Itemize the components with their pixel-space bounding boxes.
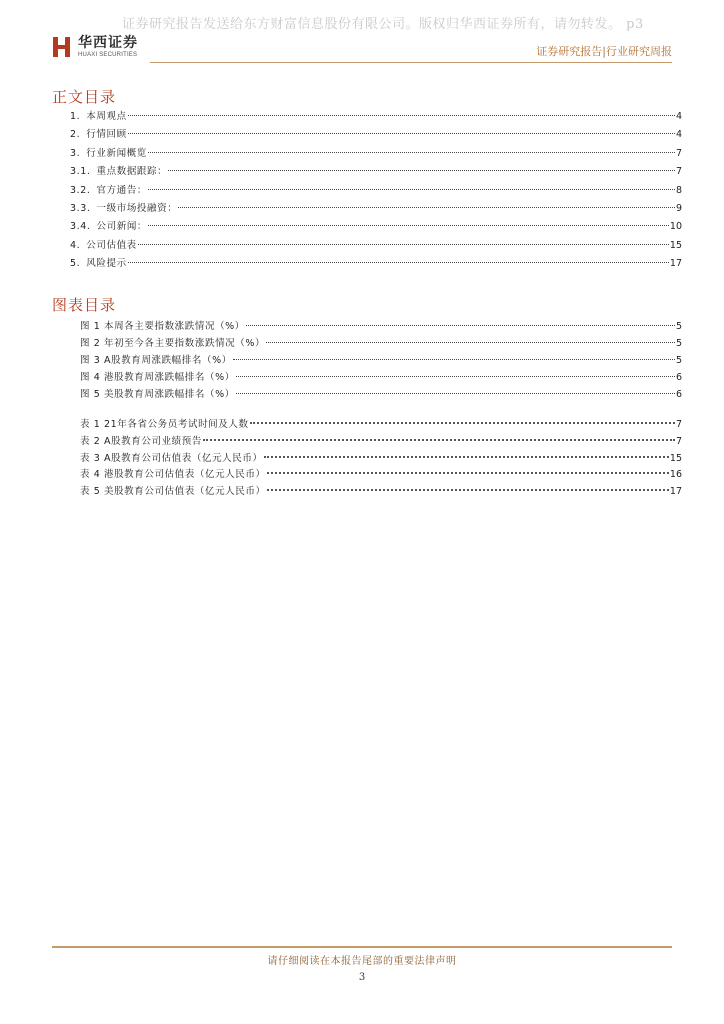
toc-entry-page: 7 (675, 166, 682, 178)
toc-entry-text: 表 1 21年各省公务员考试时间及人数 (80, 419, 249, 430)
toc-entry-number: 1. (70, 111, 81, 122)
dot-leader (264, 456, 669, 458)
contents-title: 正文目录 (52, 88, 117, 106)
toc-entry[interactable] (70, 145, 682, 163)
toc-entry[interactable] (80, 369, 682, 386)
dot-leader (128, 133, 675, 134)
toc-entry-label (80, 352, 232, 366)
logo-name-en: HUAXI SECURITIES (78, 52, 138, 58)
toc-entry[interactable] (80, 318, 682, 335)
toc-entry-page: 17 (669, 486, 682, 498)
toc-entry[interactable] (80, 483, 682, 500)
toc-entry-number: 5. (70, 258, 81, 270)
toc-entry-label (80, 483, 266, 497)
toc-entry-page: 5 (675, 355, 682, 366)
dot-leader (203, 439, 675, 441)
toc-entry[interactable] (70, 182, 682, 200)
toc-entry-page: 7 (675, 147, 682, 159)
company-logo (52, 35, 138, 59)
toc-entry-label (70, 218, 147, 232)
toc-entry-page: 5 (675, 338, 682, 349)
toc-entry-text: 图 1 本周各主要指数涨跌情况（%） (80, 321, 245, 332)
toc-entry[interactable] (80, 386, 682, 403)
toc-entry-text: 表 5 美股教育公司估值表（亿元人民币） (80, 486, 266, 498)
toc-entry-label (70, 237, 137, 251)
toc-entry-number: 3.1. (70, 166, 91, 178)
toc-entry-text: 官方通告： (96, 184, 148, 196)
toc-entry-page: 4 (675, 111, 682, 122)
page-number: 3 (358, 972, 366, 983)
figures-list (80, 318, 682, 403)
toc-entry-text: 行情回顾 (86, 129, 127, 141)
toc-entry-page: 8 (675, 184, 682, 196)
dot-leader (236, 376, 675, 377)
toc-entry-label (70, 163, 167, 177)
toc-entry[interactable] (80, 466, 682, 483)
dot-leader (236, 393, 675, 394)
toc-entry-label (70, 108, 127, 122)
toc-entry[interactable] (80, 352, 682, 369)
toc-entry-page: 10 (669, 221, 682, 233)
toc-entry[interactable] (80, 335, 682, 352)
toc-entry-text: 公司新闻： (96, 221, 148, 233)
toc-entry-text: 本周观点 (86, 111, 127, 122)
toc-entry-label (80, 318, 245, 332)
toc-entry-label (70, 200, 177, 214)
toc-entry-text: 图 4 港股教育周涨跌幅排名（%） (80, 372, 235, 383)
toc-entry[interactable] (70, 237, 682, 255)
dot-leader (148, 225, 669, 226)
toc-entry-text: 图 2 年初至今各主要指数涨跌情况（%） (80, 338, 266, 349)
toc-entry-number: 3.3. (70, 202, 91, 214)
toc-entry[interactable] (70, 163, 682, 181)
toc-entry-text: 图 3 A股教育周涨跌幅排名（%） (80, 355, 232, 366)
legal-notice: 请仔细阅读在本报告尾部的重要法律声明 (267, 956, 457, 967)
toc-entry-label (80, 433, 202, 447)
toc-entry-label (80, 466, 266, 480)
toc-entry-text: 公司估值表 (86, 239, 137, 251)
toc-entry[interactable] (80, 450, 682, 467)
toc-entry[interactable] (70, 218, 682, 236)
charts-title: 图表目录 (52, 296, 117, 314)
toc-entry-page: 17 (669, 258, 682, 270)
dot-leader (168, 170, 675, 171)
toc-entry-page: 9 (675, 202, 682, 214)
dot-leader (250, 422, 675, 424)
toc-entry-text: 表 3 A股教育公司估值表（亿元人民币） (80, 452, 263, 464)
toc-entry-page: 15 (669, 452, 682, 464)
toc-entry-number: 3.2. (70, 184, 91, 196)
toc-entry-number: 4. (70, 239, 81, 251)
toc-entry-label (70, 126, 127, 140)
toc-entry-text: 重点数据跟踪： (96, 166, 168, 178)
toc-entry-text: 表 4 港股教育公司估值表（亿元人民币） (80, 469, 266, 481)
toc-entry-number: 3. (70, 147, 81, 159)
toc-entry-page: 7 (675, 419, 682, 430)
dot-leader (148, 189, 675, 190)
toc-entry[interactable] (70, 255, 682, 273)
toc-entry-text: 图 5 美股教育周涨跌幅排名（%） (80, 389, 235, 400)
toc-entry-number: 2. (70, 129, 81, 141)
tables-list (80, 416, 682, 500)
toc-entry-text: 风险提示 (86, 258, 127, 270)
toc-entry-label (70, 145, 147, 159)
toc-entry[interactable] (70, 126, 682, 144)
dot-leader (128, 115, 675, 116)
dot-leader (233, 359, 675, 360)
watermark-text: 证券研究报告发送给东方财富信息股份有限公司。版权归华西证券所有，请勿转发。 p3 (122, 17, 644, 32)
dot-leader (267, 489, 669, 491)
dot-leader (138, 244, 669, 245)
toc-entry-page: 4 (675, 129, 682, 141)
dot-leader (128, 262, 669, 263)
toc-entry-page: 6 (675, 389, 682, 400)
toc-entry-label (80, 369, 235, 383)
toc-entry-page: 16 (669, 469, 682, 481)
logo-name-cn: 华西证券 (78, 35, 138, 51)
toc-entry-label (70, 255, 127, 269)
toc-entry-label (70, 182, 147, 196)
dot-leader (148, 152, 675, 153)
footer-divider (52, 946, 672, 948)
toc-entry-label (80, 416, 249, 430)
dot-leader (266, 342, 675, 343)
toc-entry-page: 6 (675, 372, 682, 383)
dot-leader (246, 325, 675, 326)
toc-entry-text: 表 2 A股教育公司业绩预告 (80, 435, 202, 447)
toc-entry-text: 一级市场投融资： (96, 202, 178, 214)
toc-entry-page: 7 (675, 435, 682, 447)
contents-list (70, 108, 682, 274)
header-divider (150, 62, 672, 63)
toc-entry[interactable] (70, 108, 682, 126)
toc-entry-number: 3.4. (70, 221, 91, 233)
toc-entry-label (80, 335, 265, 349)
toc-entry-page: 5 (675, 321, 682, 332)
toc-entry-label (80, 386, 235, 400)
report-type-label: 证券研究报告|行业研究周报 (536, 45, 672, 58)
toc-entry-page: 15 (669, 239, 682, 251)
dot-leader (178, 207, 675, 208)
dot-leader (267, 472, 669, 474)
huaxi-logo-icon (52, 35, 72, 59)
toc-entry[interactable] (80, 416, 682, 433)
toc-entry[interactable] (80, 433, 682, 450)
toc-entry-text: 行业新闻概览 (86, 147, 147, 159)
toc-entry-label (80, 450, 263, 464)
toc-entry[interactable] (70, 200, 682, 218)
